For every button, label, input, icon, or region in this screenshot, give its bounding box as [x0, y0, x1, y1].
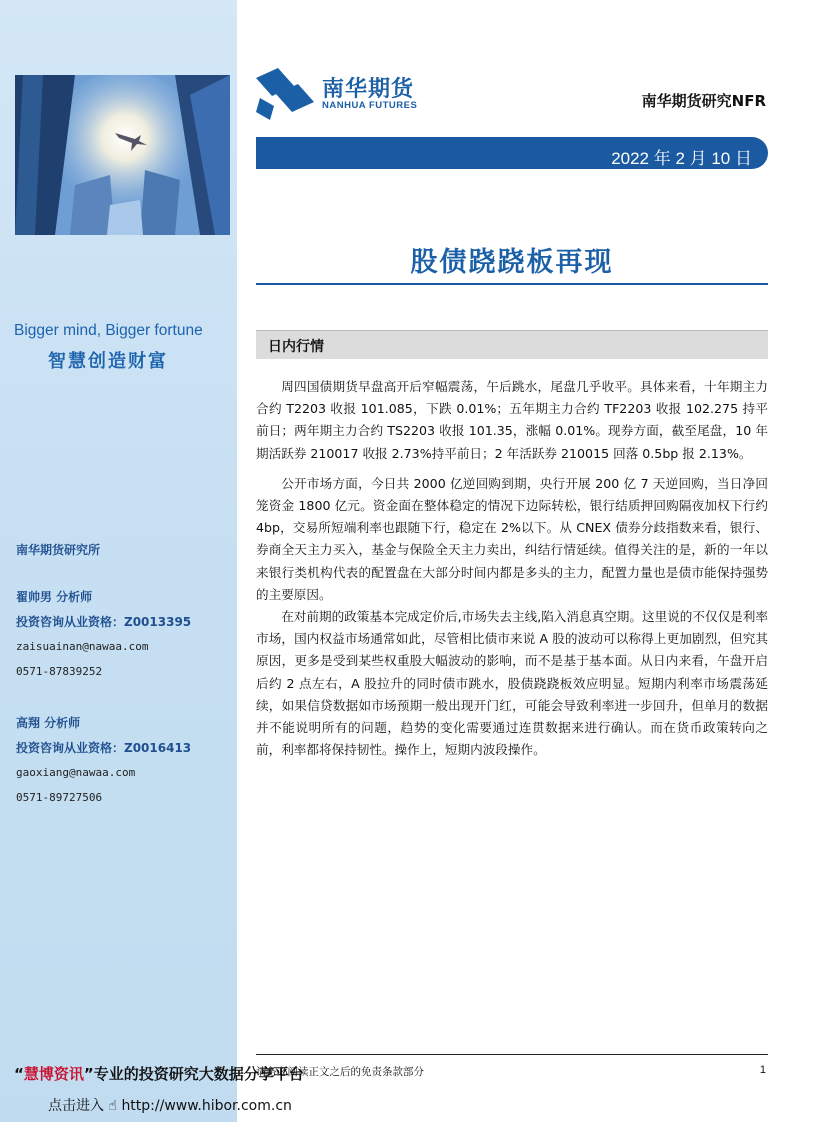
analyst2-email[interactable]: gaoxiang@nawaa.com — [16, 766, 136, 779]
section-header — [256, 330, 768, 359]
logo-chinese-name: 南华期货 — [322, 77, 415, 102]
analyst1-license: 投资咨询从业资格：Z0013395 — [16, 615, 192, 629]
analyst2-name: 高翔 分析师 — [16, 716, 81, 730]
watermark-banner: “慧博资讯”专业的投资研究大数据分享平台 — [14, 1065, 304, 1083]
watermark-link[interactable] — [48, 1095, 292, 1115]
slogan-english: Bigger mind, Bigger fortune — [14, 322, 203, 339]
report-title: 股债跷跷板再现 — [410, 247, 614, 278]
footer-divider — [256, 1054, 768, 1055]
disclaimer-text: 请务必阅读正文之后的免责条款部分 — [256, 1066, 424, 1078]
analyst1-name: 翟帅男 分析师 — [16, 590, 93, 604]
report-body — [256, 376, 768, 769]
hand-pointer-icon: ☝ — [108, 1098, 117, 1114]
analyst2-license: 投资咨询从业资格：Z0016413 — [16, 741, 192, 755]
report-date: 2022 年 2 月 10 日 — [611, 149, 752, 168]
header-institute: 南华期货研究NFR — [641, 92, 766, 110]
institute-name: 南华期货研究所 — [16, 543, 101, 557]
analyst2-phone: 0571-89727506 — [16, 791, 103, 804]
watermark-tagline: 专业的投资研究大数据分享平台 — [93, 1065, 304, 1083]
paragraph: 周四国债期货早盘高开后窄幅震荡，午后跳水，尾盘几乎收平。具体来看，十年期主力合约 T2203 收报 101.085，下跌 0.01%；五年期主力合约 TF2203 收报 102.275 持平前日；两年期主力合约 TS2203 收报 101.35，涨幅 0.01%。现券方面，截至尾盘，10 年期活跃券 210017 收报 2.73%持平前日；2 年活跃券 210015 回落 0.5bp 报 2.13%。 — [256, 379, 768, 461]
paragraph: 公开市场方面，今日共 2000 亿逆回购到期，央行开展 200 亿 7 天逆回购，当日净回笼资金 1800 亿元。资金面在整体稳定的情况下边际转松，银行结质押回购隔夜加权下行约 4bp，交易所短端利率也跟随下行，稳定在 2%以下。从 CNEX 债券分歧指数来看，银行、券商全天主力买入，基金与保险全天主力卖出，纠结行情延续。值得关注的是，新的一年以来银行类机构代表的配置盘在大部分时间内都是多头的主力，配置力量也是债市能保持强势的主要原因。 — [256, 475, 768, 602]
watermark-link-prefix: 点击进入 — [48, 1098, 104, 1114]
slogan-chinese: 智慧创造财富 — [48, 351, 168, 372]
page-number: 1 — [759, 1064, 766, 1076]
title-divider — [256, 283, 768, 285]
paragraph: 在对前期的政策基本完成定价后,市场失去主线,陷入消息真空期。这里说的不仅仅是利率市场，国内权益市场通常如此，尽管相比债市来说 A 股的波动可以称得上更加剧烈，但究其原因，更多是受到某些权重股大幅波动的影响，而不是基于基本面。从日内来看，午盘开启后约 2 点左右，A 股拉升的同时债市跳水，股债跷跷板效应明显。短期内利率市场震荡延续，如果信贷数据如市场预期一般出现开门红，可能会导致利率进一步回升，但单月的数据并不能说明所有的问题，趋势的变化需要通过连贯数据来进行确认。而在货币政策转向之前，利率都将保持韧性。操作上，短期内波段操作。 — [256, 609, 768, 758]
left-sidebar — [0, 0, 237, 1122]
section-title: 日内行情 — [268, 339, 324, 355]
analyst1-email[interactable]: zaisuainan@nawaa.com — [16, 640, 149, 653]
watermark-brand: 慧博资讯 — [23, 1065, 84, 1083]
date-banner — [256, 137, 768, 169]
nanhua-logo-icon — [256, 68, 314, 124]
analyst1-phone: 0571-87839252 — [16, 665, 103, 678]
cover-photo-skyscrapers — [15, 75, 230, 235]
logo-english-name: NANHUA FUTURES — [322, 100, 418, 111]
watermark-url[interactable]: http://www.hibor.com.cn — [121, 1098, 292, 1114]
